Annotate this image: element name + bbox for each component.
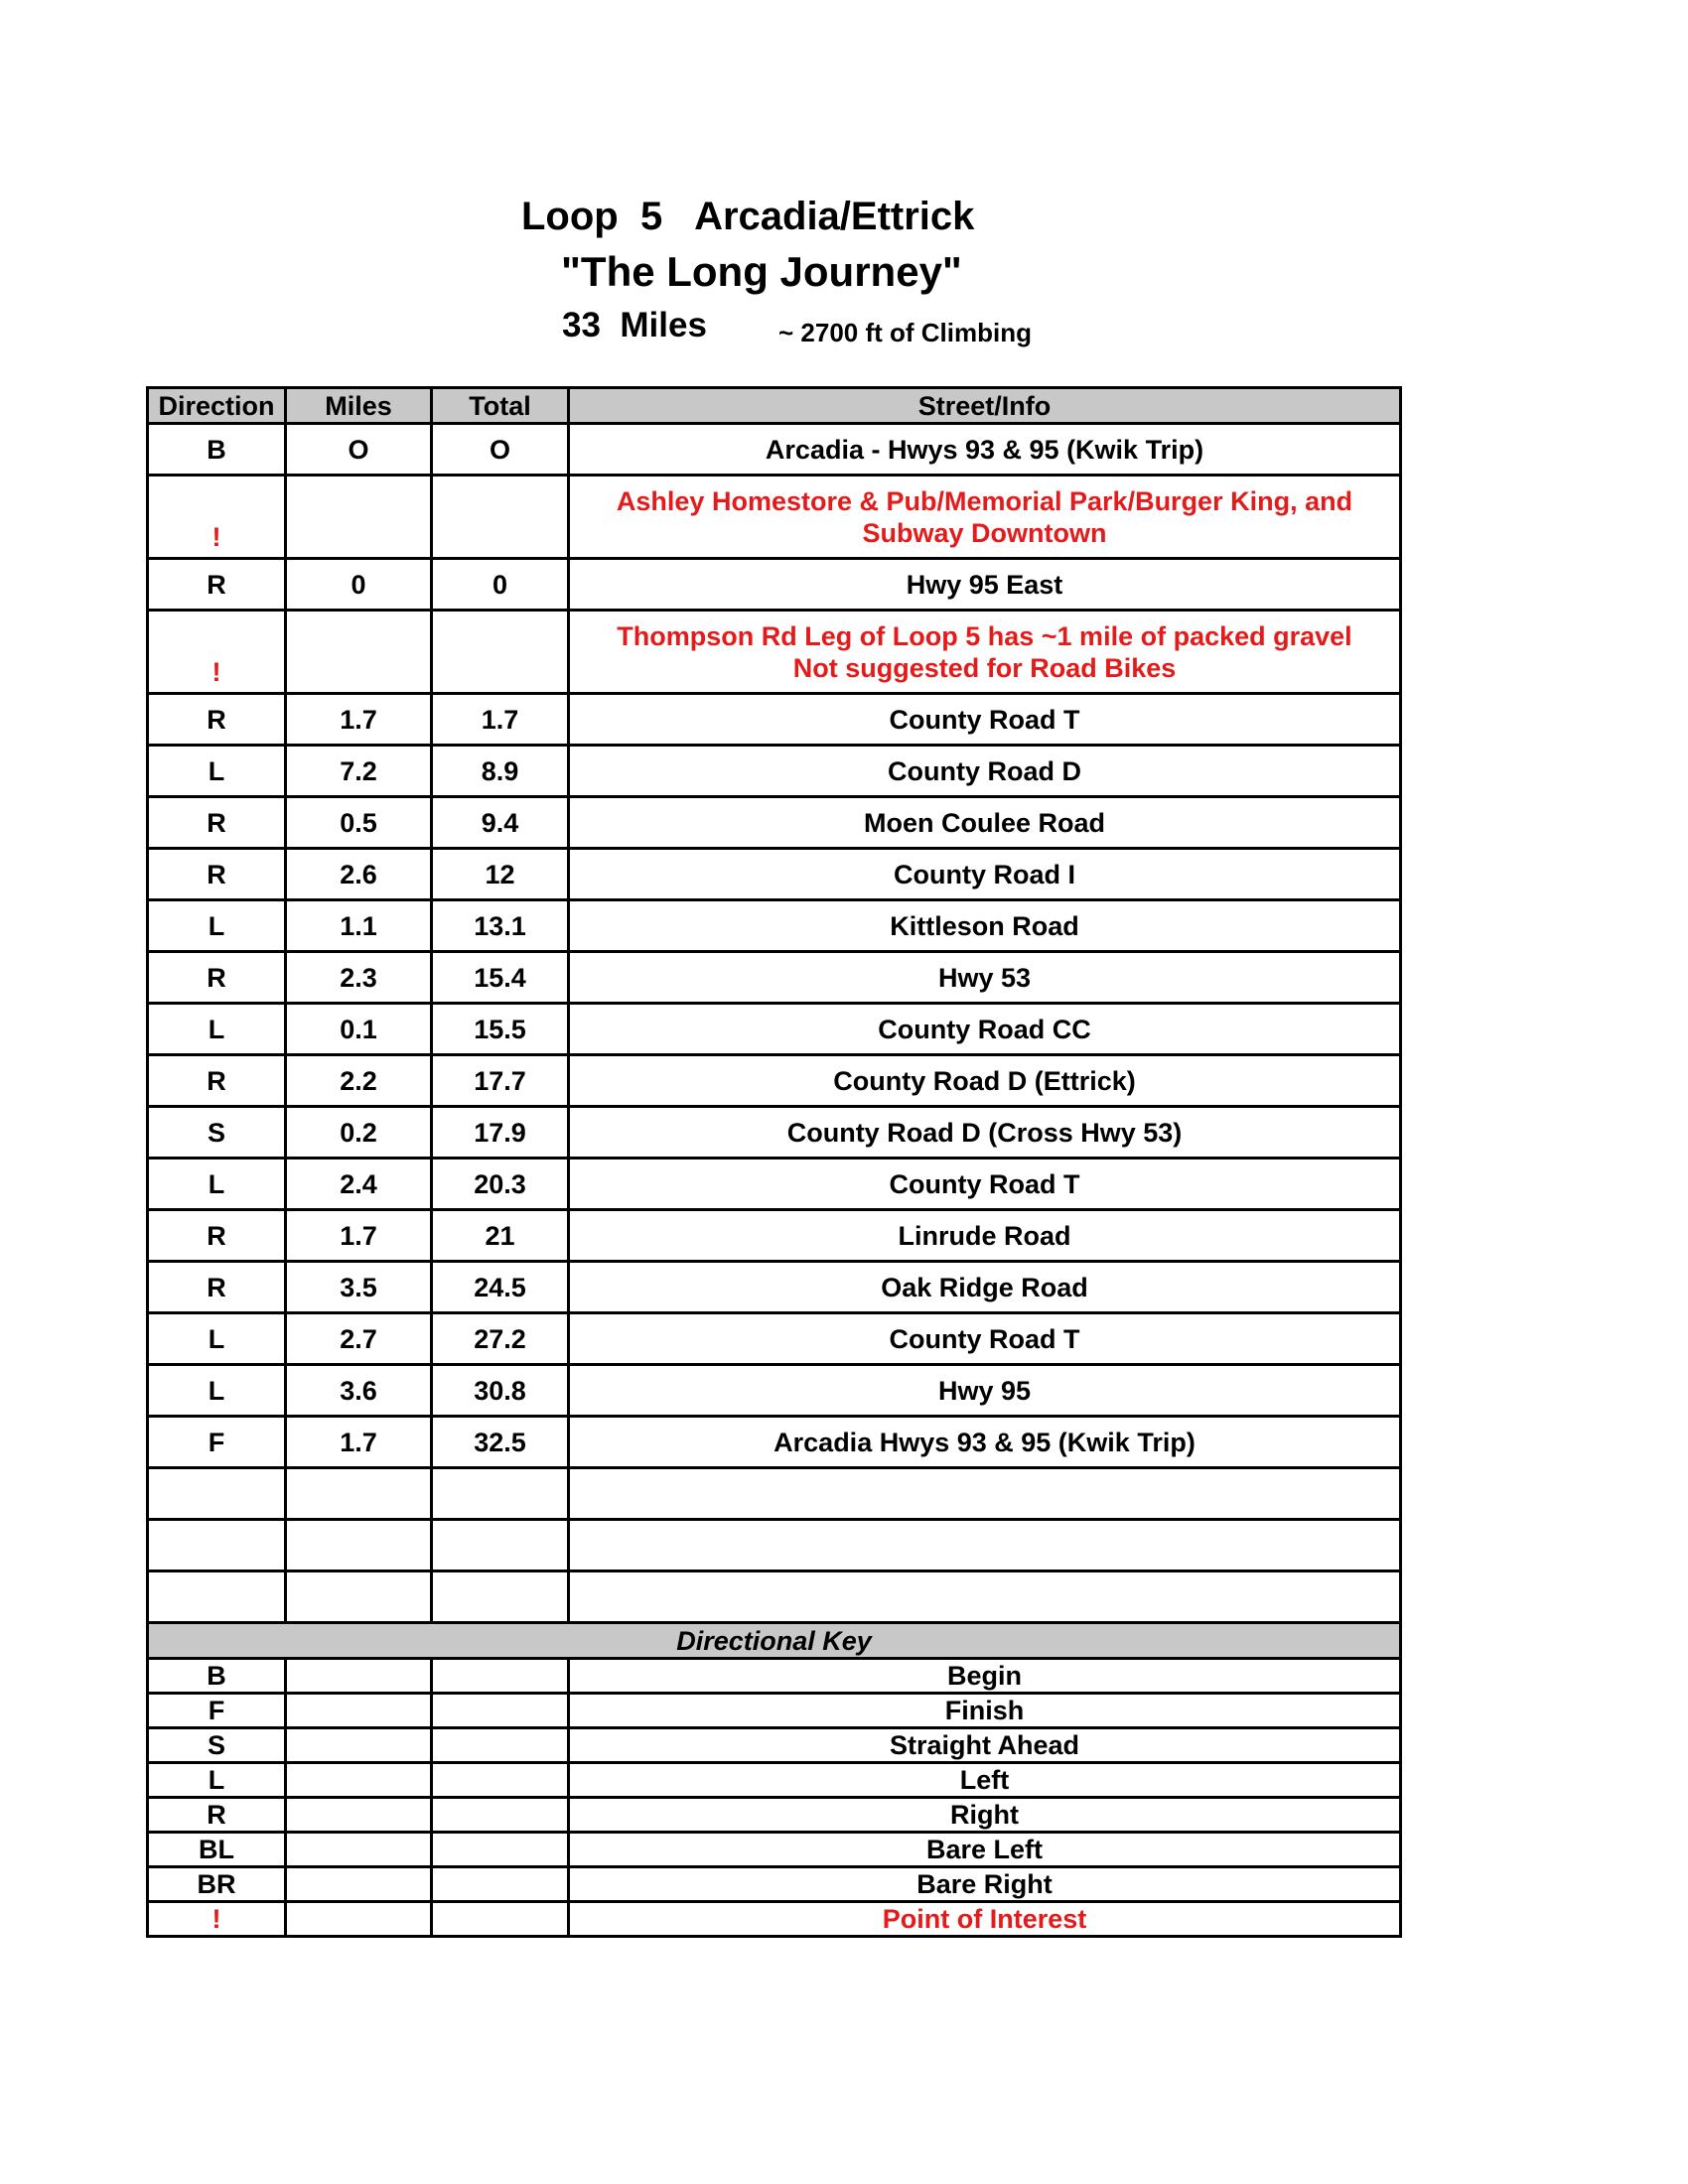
table-row xyxy=(148,1107,1401,1159)
key-header-row xyxy=(148,1623,1401,1659)
street-info-cell xyxy=(569,1468,1401,1520)
route-climbing: ~ 2700 ft of Climbing xyxy=(778,318,1032,347)
key-row xyxy=(148,1763,1401,1798)
total-cell xyxy=(432,1468,569,1520)
total-cell: 9.4 xyxy=(432,797,569,849)
key-meaning: Point of Interest xyxy=(569,1902,1401,1937)
table-row xyxy=(148,424,1401,476)
table-row xyxy=(148,1313,1401,1365)
key-meaning: Begin xyxy=(569,1659,1401,1694)
table-row xyxy=(148,1520,1401,1571)
table-row xyxy=(148,476,1401,559)
total-cell: 1.7 xyxy=(432,694,569,746)
column-header-total: Total xyxy=(432,388,569,424)
miles-cell: 2.2 xyxy=(286,1055,432,1107)
note-line: Thompson Rd Leg of Loop 5 has ~1 mile of packed gravel xyxy=(617,620,1352,651)
street-info-cell xyxy=(569,1571,1401,1623)
direction-cell: L xyxy=(148,900,286,952)
street-info-cell: Arcadia Hwys 93 & 95 (Kwik Trip) xyxy=(569,1417,1401,1468)
table-row xyxy=(148,1055,1401,1107)
table-row xyxy=(148,1365,1401,1417)
key-empty-cell xyxy=(432,1833,569,1867)
table-row xyxy=(148,559,1401,611)
key-empty-cell xyxy=(432,1659,569,1694)
street-info-cell xyxy=(569,611,1401,694)
note-line: Not suggested for Road Bikes xyxy=(792,652,1177,683)
street-info-cell: Arcadia - Hwys 93 & 95 (Kwik Trip) xyxy=(569,424,1401,476)
miles-cell: 0.5 xyxy=(286,797,432,849)
table-row xyxy=(148,1159,1401,1210)
total-cell: 30.8 xyxy=(432,1365,569,1417)
direction-cell: R xyxy=(148,1210,286,1262)
table-row xyxy=(148,611,1401,694)
total-cell: 20.3 xyxy=(432,1159,569,1210)
key-code: F xyxy=(148,1694,286,1728)
street-info-cell: County Road D xyxy=(569,746,1401,797)
total-cell: 12 xyxy=(432,849,569,900)
key-empty-cell xyxy=(286,1694,432,1728)
miles-cell: 3.6 xyxy=(286,1365,432,1417)
total-cell: 27.2 xyxy=(432,1313,569,1365)
table-row xyxy=(148,1417,1401,1468)
direction-cell: R xyxy=(148,559,286,611)
direction-cell: L xyxy=(148,1004,286,1055)
key-empty-cell xyxy=(286,1902,432,1937)
direction-cell: R xyxy=(148,1262,286,1313)
direction-cell: L xyxy=(148,1159,286,1210)
table-row xyxy=(148,1210,1401,1262)
key-code: L xyxy=(148,1763,286,1798)
total-cell: 15.4 xyxy=(432,952,569,1004)
miles-cell: 0.1 xyxy=(286,1004,432,1055)
table-row xyxy=(148,694,1401,746)
table-row xyxy=(148,1004,1401,1055)
miles-cell: 1.1 xyxy=(286,900,432,952)
key-empty-cell xyxy=(286,1659,432,1694)
miles-cell: 2.4 xyxy=(286,1159,432,1210)
street-info-cell: Kittleson Road xyxy=(569,900,1401,952)
miles-cell xyxy=(286,1520,432,1571)
table-header-row xyxy=(148,388,1401,424)
street-info-cell: County Road T xyxy=(569,694,1401,746)
column-header-direction: Direction xyxy=(148,388,286,424)
key-empty-cell xyxy=(432,1798,569,1833)
miles-cell xyxy=(286,611,432,694)
direction-cell xyxy=(148,1571,286,1623)
key-code: BL xyxy=(148,1833,286,1867)
total-cell: 13.1 xyxy=(432,900,569,952)
miles-cell: 7.2 xyxy=(286,746,432,797)
street-info-cell: County Road D (Ettrick) xyxy=(569,1055,1401,1107)
key-empty-cell xyxy=(286,1728,432,1763)
miles-cell: 1.7 xyxy=(286,1417,432,1468)
miles-cell: 1.7 xyxy=(286,694,432,746)
table-row xyxy=(148,952,1401,1004)
table-row xyxy=(148,797,1401,849)
total-cell xyxy=(432,476,569,559)
street-info-cell: County Road CC xyxy=(569,1004,1401,1055)
column-header-street-info: Street/Info xyxy=(569,388,1401,424)
miles-cell xyxy=(286,476,432,559)
key-empty-cell xyxy=(286,1833,432,1867)
page-title: Loop 5 Arcadia/Ettrick xyxy=(521,195,975,238)
street-info-cell xyxy=(569,476,1401,559)
direction-cell: R xyxy=(148,694,286,746)
key-code: BR xyxy=(148,1867,286,1902)
key-empty-cell xyxy=(432,1694,569,1728)
key-meaning: Left xyxy=(569,1763,1401,1798)
key-row xyxy=(148,1728,1401,1763)
note-line: Subway Downtown xyxy=(862,517,1107,548)
key-row xyxy=(148,1694,1401,1728)
street-info-cell: County Road I xyxy=(569,849,1401,900)
key-code: S xyxy=(148,1728,286,1763)
table-row xyxy=(148,900,1401,952)
route-body xyxy=(148,424,1401,1623)
key-row xyxy=(148,1867,1401,1902)
miles-cell: 2.6 xyxy=(286,849,432,900)
key-empty-cell xyxy=(432,1867,569,1902)
street-info-cell: County Road T xyxy=(569,1313,1401,1365)
direction-cell: L xyxy=(148,1313,286,1365)
table-row xyxy=(148,1571,1401,1623)
key-meaning: Bare Left xyxy=(569,1833,1401,1867)
street-info-cell: Hwy 95 East xyxy=(569,559,1401,611)
direction-cell xyxy=(148,1468,286,1520)
street-info-cell: Oak Ridge Road xyxy=(569,1262,1401,1313)
key-row xyxy=(148,1798,1401,1833)
direction-cell: R xyxy=(148,952,286,1004)
total-cell: 8.9 xyxy=(432,746,569,797)
miles-cell: 2.7 xyxy=(286,1313,432,1365)
street-info-cell: County Road D (Cross Hwy 53) xyxy=(569,1107,1401,1159)
direction-cell: S xyxy=(148,1107,286,1159)
key-meaning: Bare Right xyxy=(569,1867,1401,1902)
total-cell: O xyxy=(432,424,569,476)
total-cell: 21 xyxy=(432,1210,569,1262)
key-empty-cell xyxy=(286,1867,432,1902)
miles-cell xyxy=(286,1468,432,1520)
table-row xyxy=(148,1468,1401,1520)
total-cell: 17.7 xyxy=(432,1055,569,1107)
direction-cell: B xyxy=(148,424,286,476)
key-row xyxy=(148,1659,1401,1694)
key-empty-cell xyxy=(432,1728,569,1763)
street-info-cell: Hwy 95 xyxy=(569,1365,1401,1417)
key-meaning: Finish xyxy=(569,1694,1401,1728)
total-cell: 24.5 xyxy=(432,1262,569,1313)
street-info-cell xyxy=(569,1520,1401,1571)
table-row xyxy=(148,849,1401,900)
key-code: ! xyxy=(148,1902,286,1937)
key-empty-cell xyxy=(286,1763,432,1798)
direction-cell: F xyxy=(148,1417,286,1468)
total-cell xyxy=(432,1520,569,1571)
note-line: Ashley Homestore & Pub/Memorial Park/Burger King, and xyxy=(616,485,1353,516)
total-cell: 32.5 xyxy=(432,1417,569,1468)
direction-cell: R xyxy=(148,797,286,849)
route-distance: 33 Miles xyxy=(562,306,707,344)
key-empty-cell xyxy=(432,1902,569,1937)
miles-cell: 0 xyxy=(286,559,432,611)
key-meaning: Right xyxy=(569,1798,1401,1833)
miles-cell: 3.5 xyxy=(286,1262,432,1313)
page-subtitle: "The Long Journey" xyxy=(561,248,962,295)
miles-cell: O xyxy=(286,424,432,476)
miles-cell: 0.2 xyxy=(286,1107,432,1159)
directional-key xyxy=(148,1623,1401,1937)
table-row xyxy=(148,746,1401,797)
total-cell: 0 xyxy=(432,559,569,611)
total-cell: 17.9 xyxy=(432,1107,569,1159)
street-info-cell: Hwy 53 xyxy=(569,952,1401,1004)
key-code: R xyxy=(148,1798,286,1833)
key-empty-cell xyxy=(286,1798,432,1833)
street-info-cell: Linrude Road xyxy=(569,1210,1401,1262)
key-row xyxy=(148,1902,1401,1937)
table-row xyxy=(148,1262,1401,1313)
key-meaning: Straight Ahead xyxy=(569,1728,1401,1763)
direction-cell: R xyxy=(148,849,286,900)
miles-cell: 1.7 xyxy=(286,1210,432,1262)
key-empty-cell xyxy=(432,1763,569,1798)
total-cell xyxy=(432,611,569,694)
direction-cell: ! xyxy=(148,611,286,694)
miles-cell: 2.3 xyxy=(286,952,432,1004)
total-cell: 15.5 xyxy=(432,1004,569,1055)
column-header-miles: Miles xyxy=(286,388,432,424)
key-title: Directional Key xyxy=(148,1623,1401,1659)
direction-cell: L xyxy=(148,1365,286,1417)
direction-cell: L xyxy=(148,746,286,797)
direction-cell: R xyxy=(148,1055,286,1107)
street-info-cell: County Road T xyxy=(569,1159,1401,1210)
direction-cell xyxy=(148,1520,286,1571)
total-cell xyxy=(432,1571,569,1623)
direction-cell: ! xyxy=(148,476,286,559)
miles-cell xyxy=(286,1571,432,1623)
street-info-cell: Moen Coulee Road xyxy=(569,797,1401,849)
key-row xyxy=(148,1833,1401,1867)
key-code: B xyxy=(148,1659,286,1694)
route-table xyxy=(146,386,1402,1938)
